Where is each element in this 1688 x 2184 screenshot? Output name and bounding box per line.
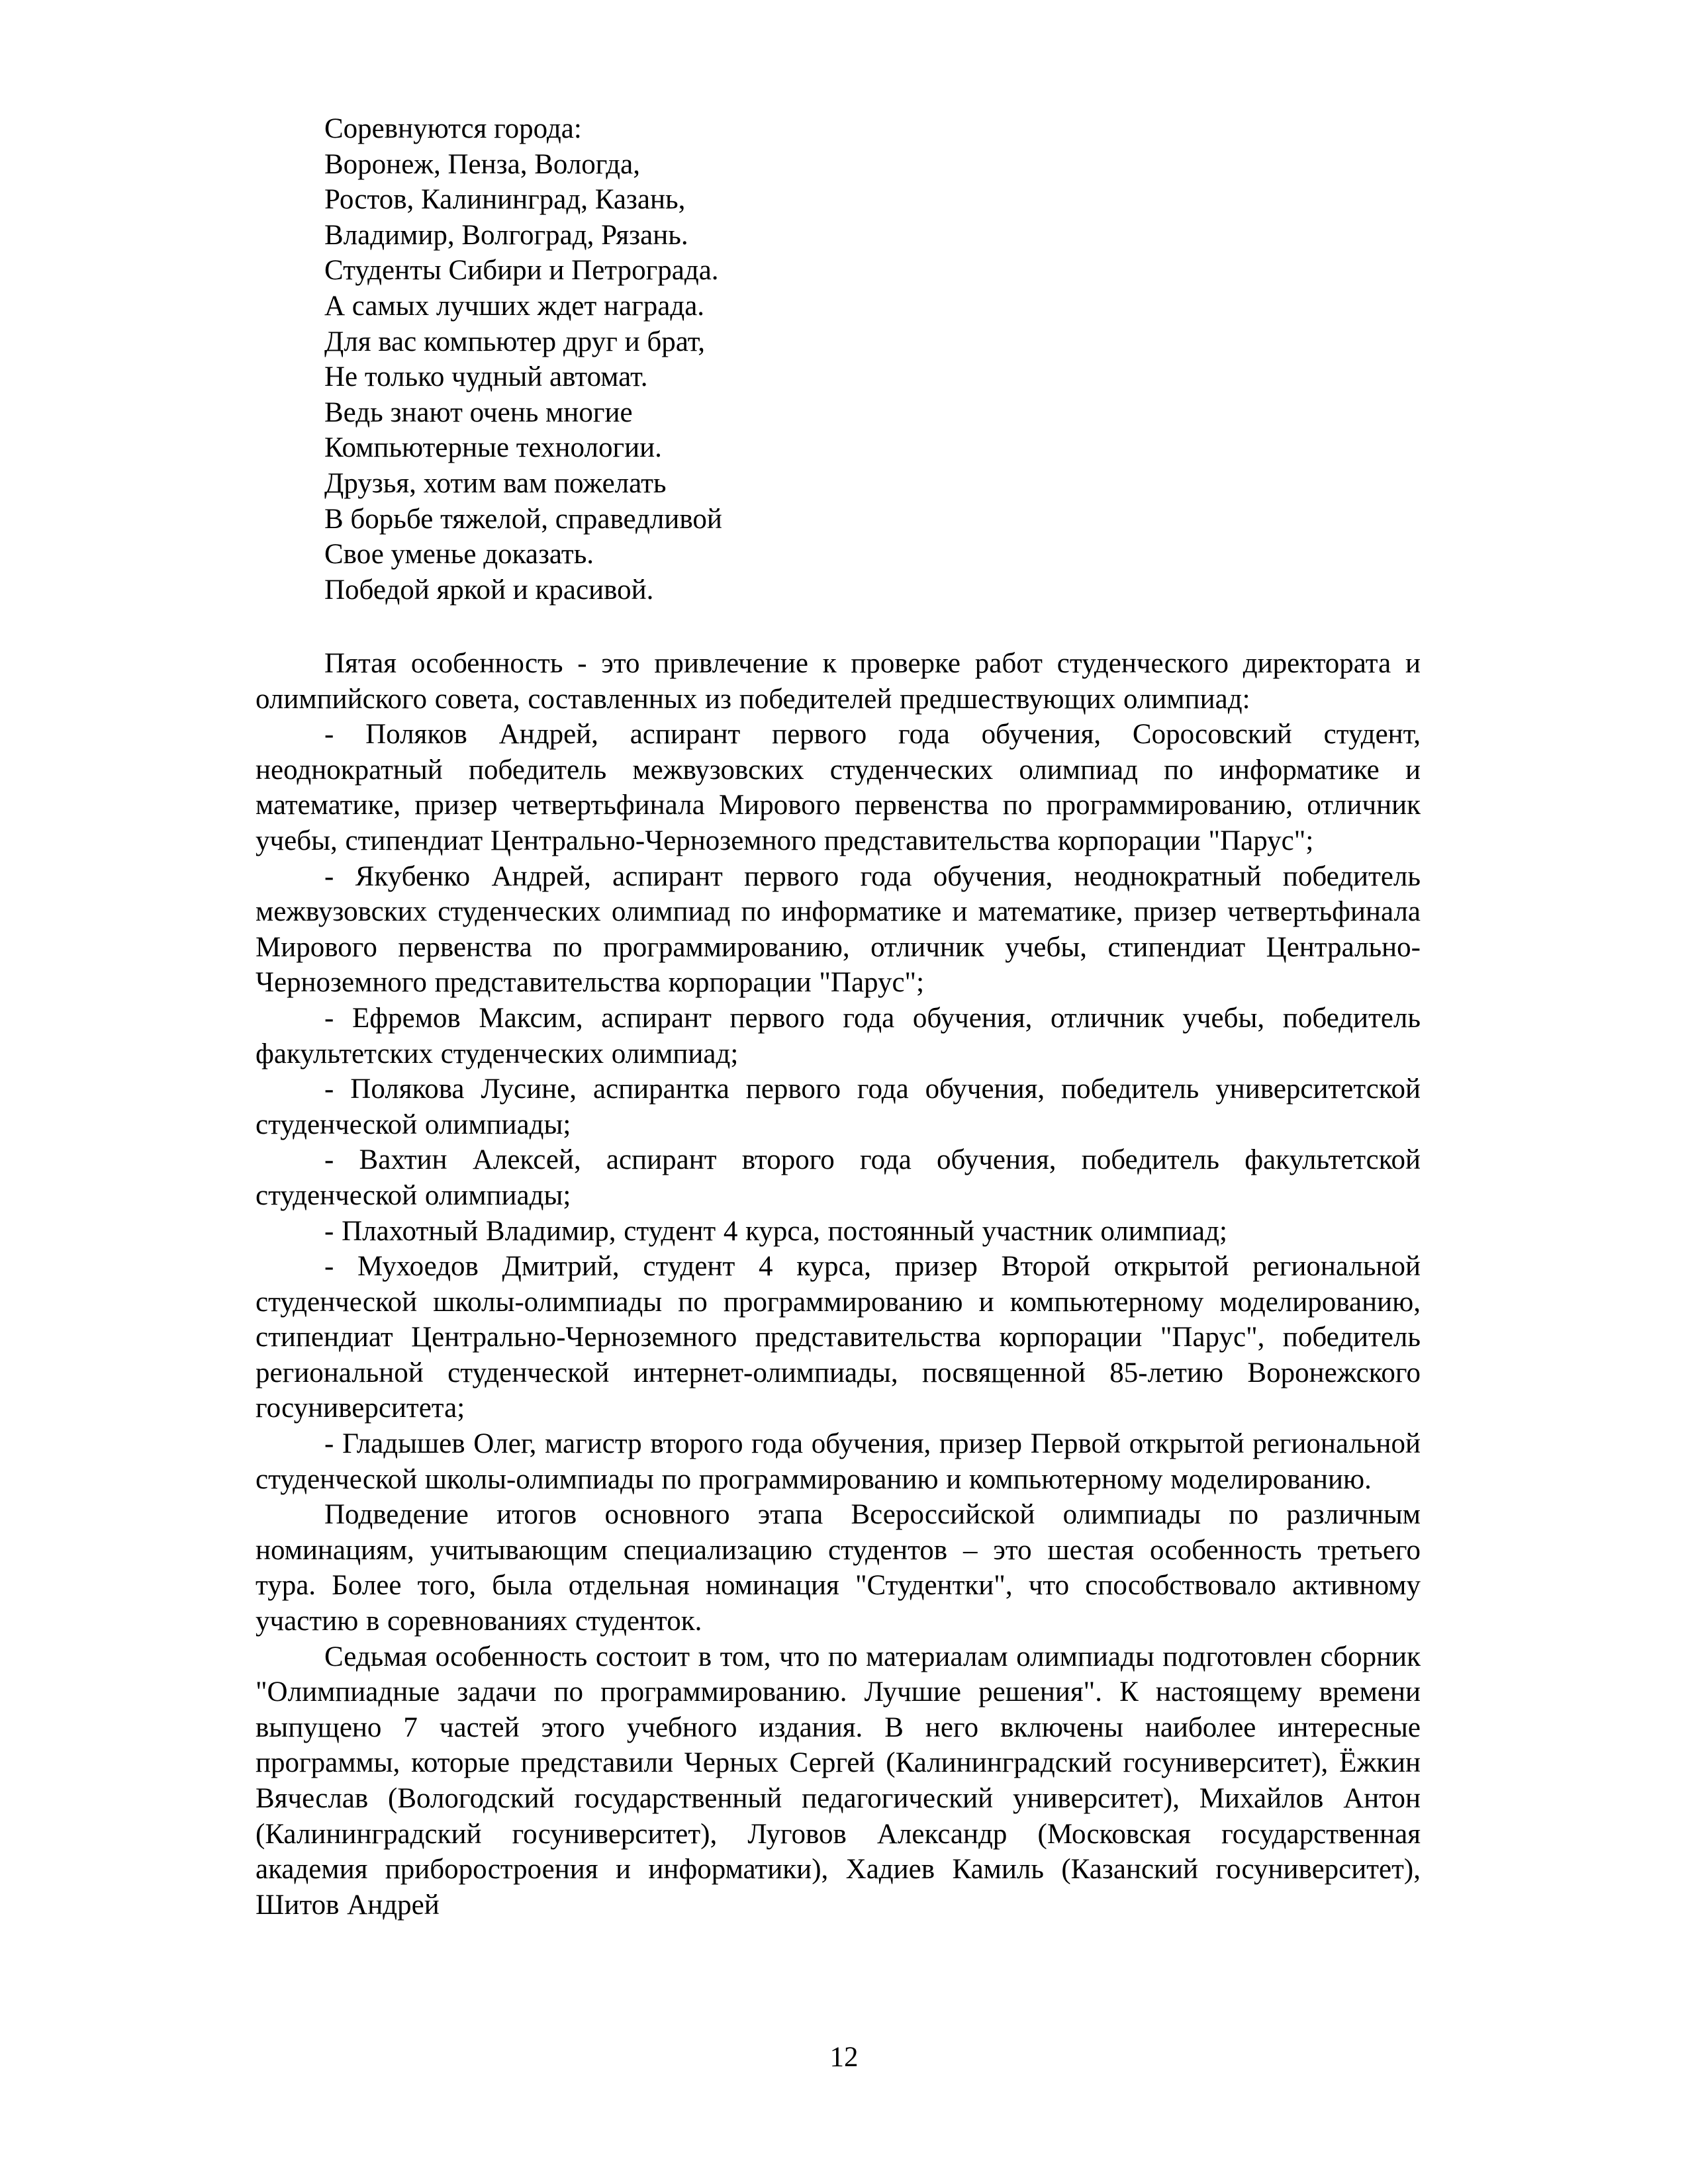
poem-line: Свое уменье доказать. bbox=[324, 539, 594, 570]
paragraph-seventh-feature: Седьмая особенность состоит в том, что по материалам олимпиады подготовлен сборник "Олимпиадные задачи по программированию. Лучшие решения". К настоящему времени выпущено 7 частей этого учебного издания. В него включены наиболее интересные программы, которые представили Черных Сергей (Калининградский госуниверситет), Ёжкин Вячеслав (Вологодский государственный педагогический университет), Михайлов Антон (Калининградский госуниверситет), Луговов Александр (Московская государственная академия приборостроения и информатики), Хадиев Камиль (Казанский госуниверситет), Шитов Андрей bbox=[256, 1641, 1421, 1921]
poem-line: Владимир, Волгоград, Рязань. bbox=[324, 219, 688, 251]
paragraph-fifth-feature: Пятая особенность - это привлечение к проверке работ студенческого директората и олимпийского совета, составленных из победителей предшествующих олимпиад: bbox=[256, 648, 1421, 715]
poem-line: Друзья, хотим вам пожелать bbox=[324, 467, 667, 499]
list-item: - Мухоедов Дмитрий, студент 4 курса, призер Второй открытой региональной студенческой школы-олимпиады по программированию и компьютерному моделированию, стипендиат Центрально-Черноземного представительства корпорации "Парус", победитель региональной студенческой интернет-олимпиады, посвященной 85-летию Воронежского госуниверситета; bbox=[256, 1251, 1421, 1424]
list-item: - Вахтин Алексей, аспирант второго года обучения, победитель факультетской студенческой олимпиады; bbox=[256, 1144, 1421, 1211]
poem-line: А самых лучших ждет награда. bbox=[324, 290, 705, 322]
page-number: 12 bbox=[829, 2042, 859, 2073]
poem-line: В борьбе тяжелой, справедливой bbox=[324, 503, 722, 535]
poem-line: Студенты Сибири и Петрограда. bbox=[324, 255, 719, 287]
list-item: - Якубенко Андрей, аспирант первого года обучения, неоднократный победитель межвузовских студенческих олимпиад по информатике и математике, призер четвертьфинала Мирового первенства по программированию, отличник учебы, стипендиат Центрально-Черноземного представительства корпорации "Парус"; bbox=[256, 860, 1421, 999]
poem-line: Победой яркой и красивой. bbox=[324, 574, 654, 606]
poem-line: Для вас компьютер друг и брат, bbox=[324, 326, 705, 357]
poem-line: Воронеж, Пенза, Вологда, bbox=[324, 148, 640, 180]
poem-line: Компьютерные технологии. bbox=[324, 432, 662, 464]
poem-block bbox=[324, 111, 1251, 608]
poem-line: Ростов, Калининград, Казань, bbox=[324, 184, 686, 216]
body-text bbox=[256, 646, 1421, 1923]
poem-line: Ведь знают очень многие bbox=[324, 396, 633, 428]
list-item: - Полякова Лусине, аспирантка первого года обучения, победитель университетской студенческой олимпиады; bbox=[256, 1073, 1421, 1140]
paragraph-sixth-feature: Подведение итогов основного этапа Всероссийской олимпиады по различным номинациям, учитывающим специализацию студентов – это шестая особенность третьего тура. Более того, была отдельная номинация "Студентки", что способствовало активному участию в соревнованиях студенток. bbox=[256, 1499, 1421, 1637]
list-item: - Ефремов Максим, аспирант первого года обучения, отличник учебы, победитель факультетских студенческих олимпиад; bbox=[256, 1002, 1421, 1069]
poem-line: Соревнуются города: bbox=[324, 113, 582, 144]
list-item: - Поляков Андрей, аспирант первого года обучения, Соросовский студент, неоднократный победитель межвузовских студенческих олимпиад по информатике и математике, призер четвертьфинала Мирового первенства по программированию, отличник учебы, стипендиат Центрально-Черноземного представительства корпорации "Парус"; bbox=[256, 719, 1421, 856]
list-item: - Гладышев Олег, магистр второго года обучения, призер Первой открытой региональной студенческой школы-олимпиады по программированию и компьютерному моделированию. bbox=[256, 1428, 1421, 1495]
list-item: - Плахотный Владимир, студент 4 курса, постоянный участник олимпиад; bbox=[324, 1215, 1227, 1247]
poem-line: Не только чудный автомат. bbox=[324, 361, 648, 393]
